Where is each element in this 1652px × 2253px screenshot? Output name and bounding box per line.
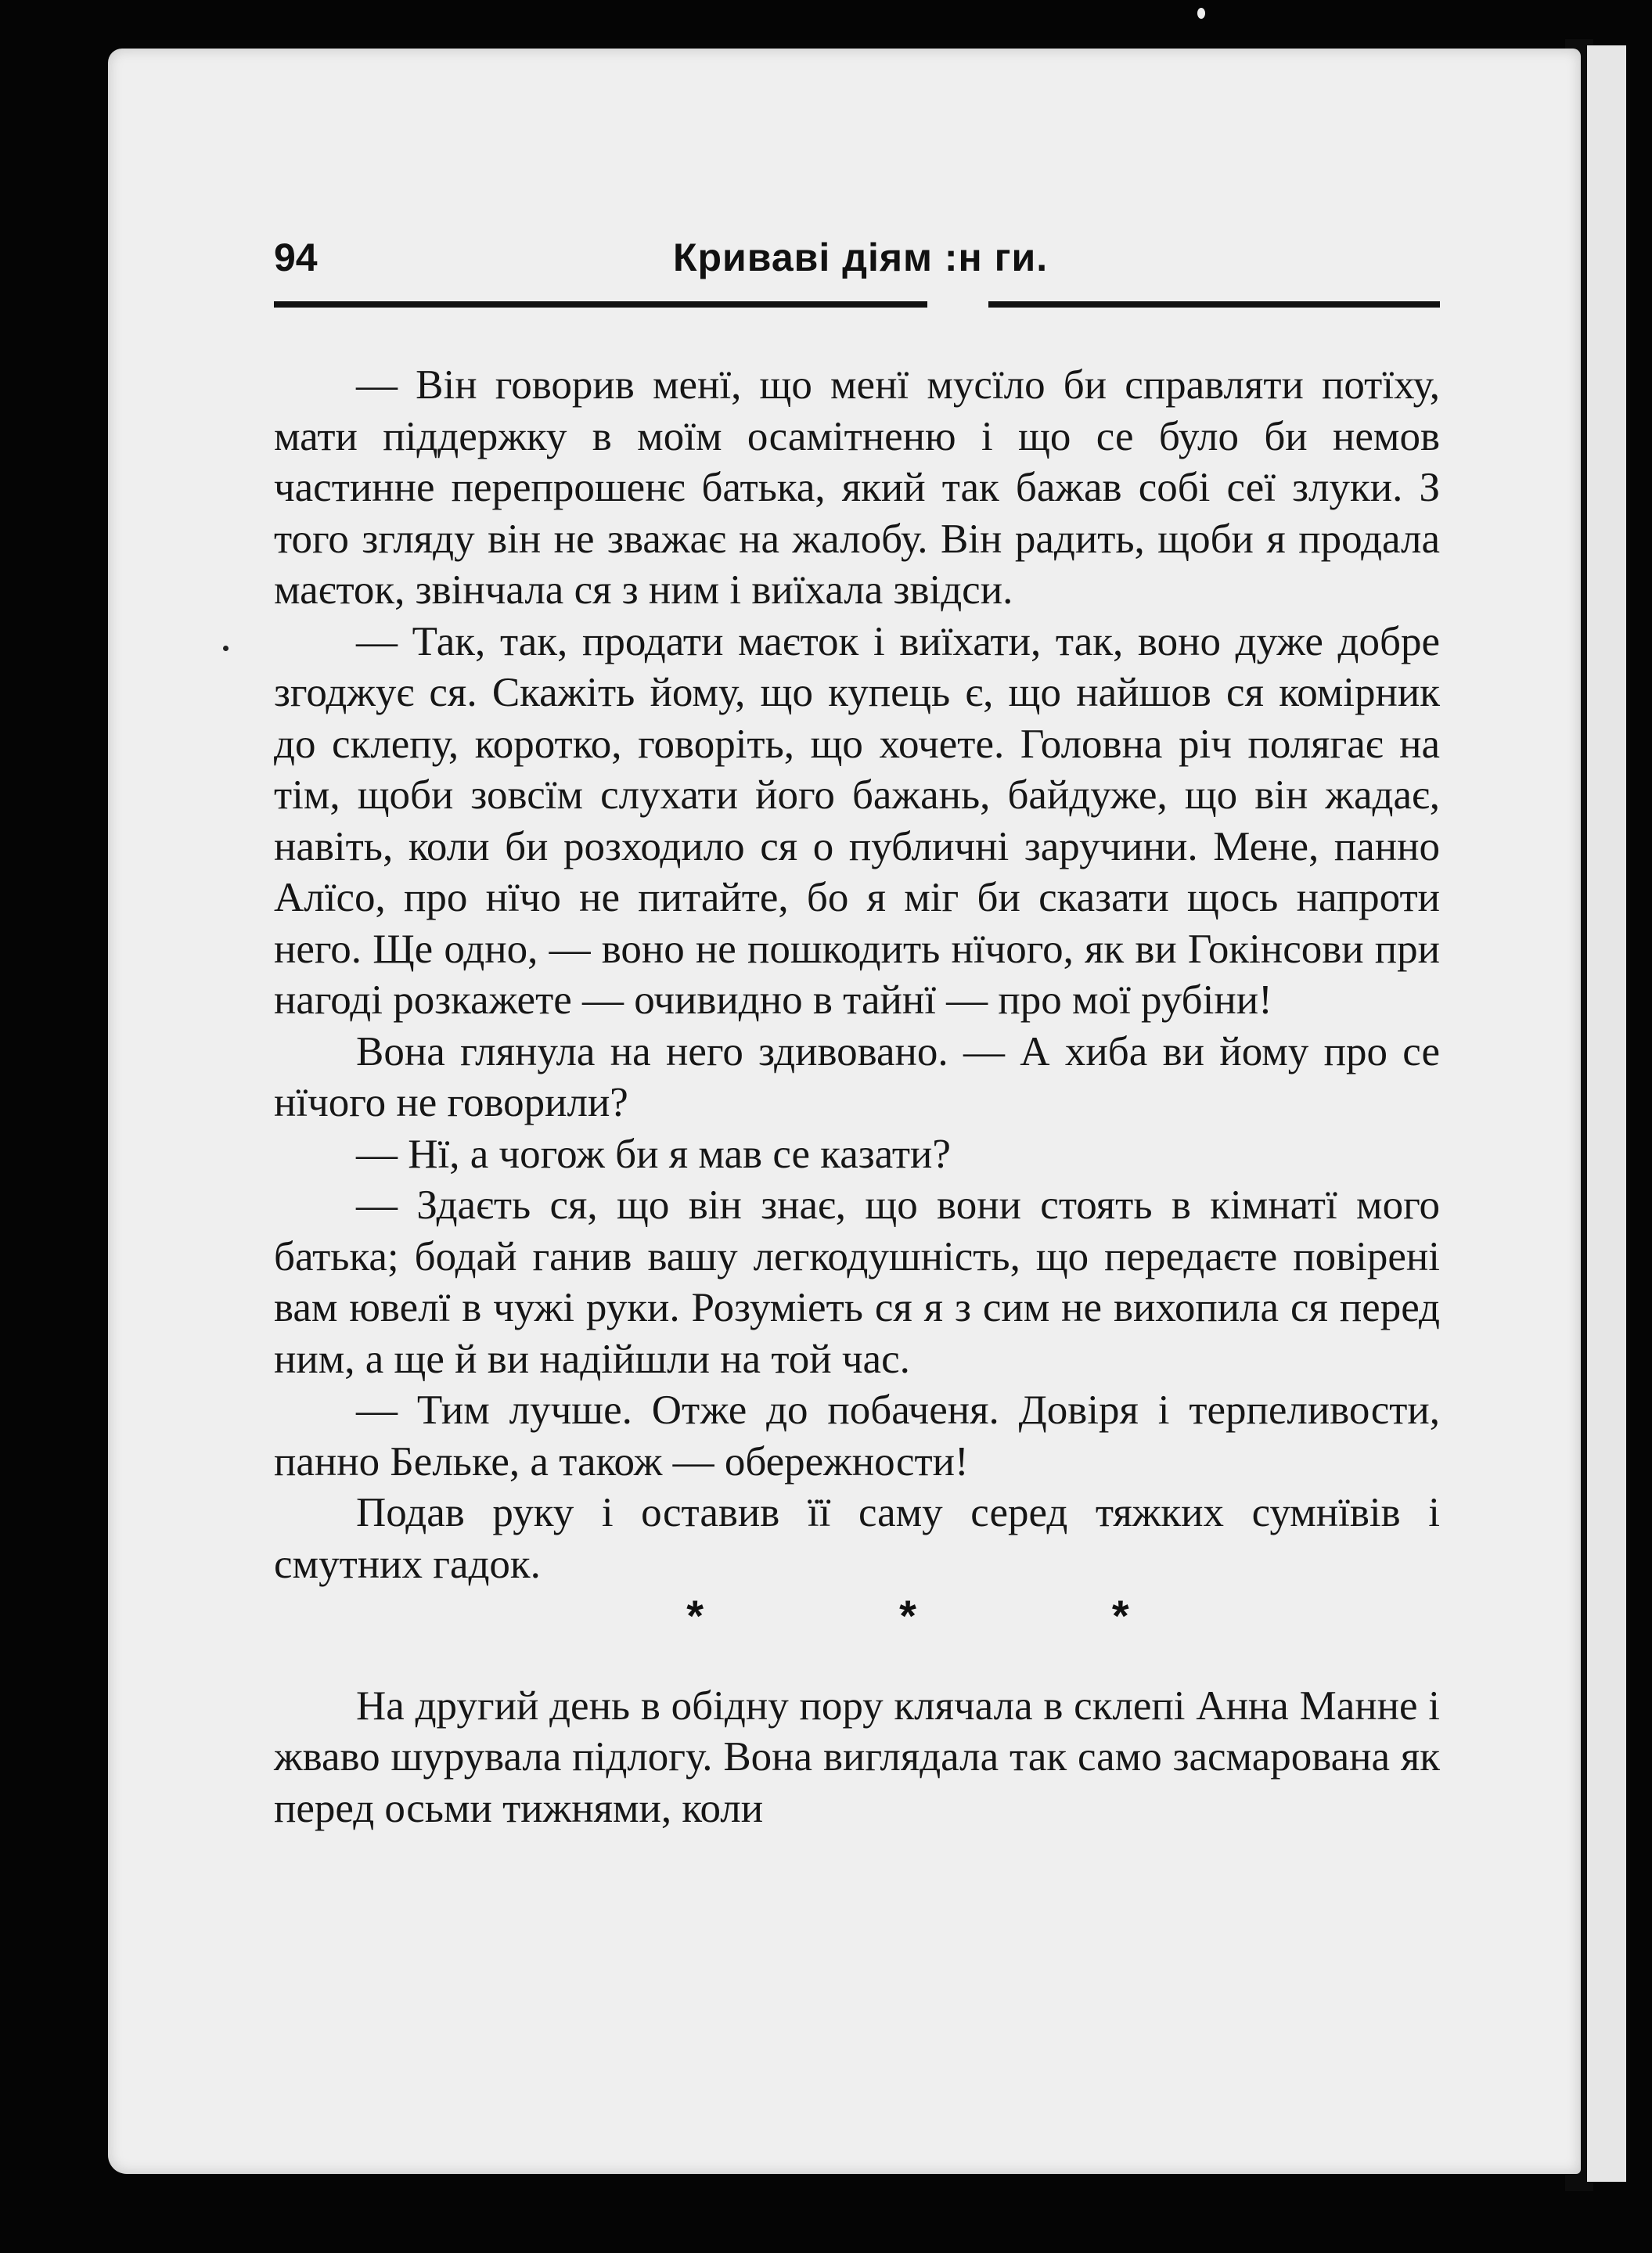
print-speck <box>1197 8 1205 19</box>
separator-star: * <box>1111 1591 1129 1640</box>
paragraph: — Нї, а чогож би я мав се казати? <box>356 1131 951 1177</box>
paragraph: — Він говорив менї, що менї мусїло би справляти потїху, мати піддержку в моїм осамітненю і що се було би немов частинне перепрошенє батька, який так бажав собі сеї злуки. З того згляду він не зважає на жалобу. Він радить, щоби я продала маєток, звінчала ся з ним і виїхала звідси. <box>274 362 1440 613</box>
header-rule <box>274 301 1440 308</box>
facing-page-edge <box>1587 45 1626 2182</box>
print-speck <box>223 646 229 651</box>
header-rule-break <box>927 297 988 311</box>
page-header <box>274 235 1440 290</box>
paragraph: Подав руку і оставив її саму серед тяжких сумнївів і смутних гадок. <box>274 1490 1440 1587</box>
separator-star: * <box>899 1591 916 1640</box>
paragraph: На другий день в обідну пору клячала в склепі Анна Манне і жваво шурувала підлогу. Вона виглядала так само засмарована як перед осьми тижнями, коли <box>274 1683 1440 1831</box>
page-number: 94 <box>274 236 318 279</box>
paragraph: — Тим лучше. Отже до побаченя. Довіря і терпеливости, панно Бельке, а також — обережности! <box>274 1387 1440 1485</box>
running-title: Криваві дiям :н ги. <box>673 236 1049 279</box>
paragraph: Вона глянула на него здивовано. — А хиба ви йому про се нїчого не говорили? <box>274 1028 1440 1125</box>
separator-star: * <box>686 1591 704 1640</box>
body-text <box>274 360 1440 1834</box>
paragraph: — Так, так, продати маєток і виїхати, так, воно дуже добре згоджує ся. Скажіть йому, що купець є, що найшов ся комірник до склепу, коротко, говоріть, що хочете. Головна річ полягає на тім, щоби зовсїм слухати його бажань, байдуже, що він жадає, навіть, коли би розходило ся о публичні заручини. Мене, панно Алїсо, про нїчо не питайте, бо я міг би сказати щось напроти него. Ще одно, — воно не пошкодить нїчого, як ви Гокінсови при нагоді розкажете — очивидно в тайнї — про мої рубіни! <box>274 618 1440 1023</box>
next-section <box>274 1681 1440 1835</box>
section-separator <box>376 1590 1440 1642</box>
paragraph: — Здаєть ся, що він знає, що вони стоять в кімнатї мого батька; бодай ганив вашу легкодушність, що передаєте повірені вам ювелї в чужі руки. Розуміеть ся я з сим не вихопила ся перед ним, а ще й ви надійшли на той час. <box>274 1182 1440 1382</box>
